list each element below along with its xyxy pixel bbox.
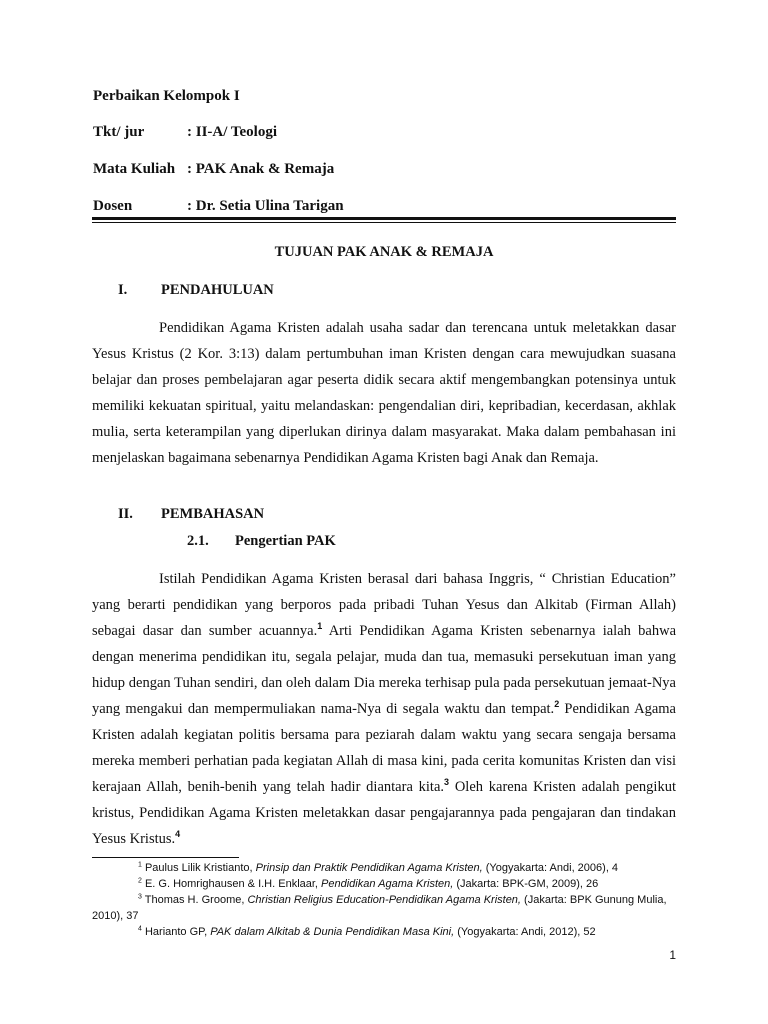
- page-number: 1: [669, 948, 676, 962]
- footnote-number: 1: [138, 861, 142, 869]
- header-value: : PAK Anak & Remaja: [187, 161, 335, 177]
- subsection-title: Pengertian PAK: [235, 533, 336, 549]
- footnote-work: Pendidikan Agama Kristen,: [321, 878, 457, 890]
- footnote-separator: [92, 857, 239, 858]
- subsection-heading: [187, 533, 336, 550]
- section-number: II.: [118, 506, 133, 522]
- text-run: Arti Pendidikan Agama Kristen sebenarnya ialah bahwa dengan menerima pendidikan itu, segala pelajar, muda dan tua, memasuki persekutuan iman yang hidup dengan Tuhan sendiri, dan oleh dalam Dia mereka terhisap pula pada persekutuan jemaat-Nya yang mengakui dan mempermuliakan nama-Nya di segala waktu dan tempat.: [92, 623, 677, 717]
- footnote-work: Christian Religius Education-Pendidikan Agama Kristen,: [247, 894, 525, 906]
- section-heading-intro: [118, 282, 274, 299]
- subsection-number: 2.1.: [187, 533, 209, 549]
- footnote-number: 2: [138, 877, 142, 885]
- footnote-publisher: (Jakarta: BPK-GM, 2009), 26: [456, 878, 599, 890]
- header-value: : II-A/ Teologi: [187, 124, 278, 140]
- footnote-publisher: (Yogyakarta: Andi, 2006), 4: [485, 862, 619, 874]
- footnote-ref[interactable]: 1: [317, 621, 323, 632]
- header-label: Tkt/ jur: [93, 124, 145, 140]
- footnote: [92, 860, 676, 876]
- footnote-author: Harianto GP,: [144, 926, 211, 938]
- footnote-publisher: (Yogyakarta: Andi, 2012), 52: [457, 926, 596, 938]
- footnote: [92, 892, 676, 924]
- header-rule-thick: [92, 217, 676, 220]
- intro-paragraph: Pendidikan Agama Kristen adalah usaha sadar dan terencana untuk meletakkan dasar Yesus Kristus (2 Kor. 3:13) dalam pertumbuhan iman Kristen dengan cara mewujudkan suasana belajar dan proses pembelajaran agar peserta didik secara aktif mengembangkan potensinya untuk memiliki kekuatan spiritual, yaitu melandaskan: pengendalian diri, kepribadian, kecerdasan, akhlak mulia, serta keterampilan yang diperlukan dirinya dalam masyarakat. Maka dalam pembahasan ini menjelaskan bagaimana sebenarnya Pendidikan Agama Kristen bagi Anak dan Remaja.: [92, 320, 676, 466]
- header-value: : Dr. Setia Ulina Tarigan: [187, 198, 344, 214]
- footnote-author: E. G. Homrighausen & I.H. Enklaar,: [144, 878, 322, 890]
- section-heading-discussion: [118, 506, 264, 523]
- header-label: Dosen: [93, 198, 133, 214]
- header-rule-thin: [92, 222, 676, 223]
- footnote-author: Thomas H. Groome,: [144, 894, 248, 906]
- group-label: Perbaikan Kelompok I: [93, 88, 240, 104]
- footnote: [92, 876, 676, 892]
- footnote-ref[interactable]: 3: [444, 777, 450, 788]
- section-title: PEMBAHASAN: [161, 506, 265, 522]
- header-row-lecturer: [93, 198, 344, 215]
- header-label: Mata Kuliah: [93, 161, 176, 177]
- footnote: [92, 924, 676, 940]
- footnote-author: Paulus Lilik Kristianto,: [144, 862, 256, 874]
- text-run: Oleh karena Kristen adalah pengikut kristus, Pendidikan Agama Kristen meletakkan dasar pengajarannya pada pengajaran dan tindakan Yesus Kristus.: [92, 779, 676, 847]
- footnote-publisher: (Jakarta: BPK Gunung Mulia, 2010), 37: [92, 894, 667, 922]
- footnote-ref[interactable]: 2: [554, 699, 560, 710]
- text-run: Istilah Pendidikan Agama Kristen berasal dari bahasa Inggris, “ Christian Education” yang berarti pendidikan yang berporos pada pribadi Tuhan Yesus dan Alkitab (Firman Allah) sebagai dasar dan sumber acuannya.: [92, 571, 676, 639]
- footnote-ref[interactable]: 4: [175, 829, 181, 840]
- footnote-work: PAK dalam Alkitab & Dunia Pendidikan Masa Kini,: [210, 926, 458, 938]
- document-title: TUJUAN PAK ANAK & REMAJA: [274, 244, 494, 260]
- section-number: I.: [118, 282, 128, 298]
- text-run: Pendidikan Agama Kristen adalah kegiatan politis bersama para peziarah dalam waktu yang secara sengaja bersama mereka memberi perhatian pada kegiatan Allah di masa kini, pada cerita komunitas Kristen dan visi kerajaan Allah, benih-benih yang telah hadir diantara kita.: [92, 701, 676, 795]
- header-row-course: [93, 161, 334, 178]
- footnote-number: 4: [138, 925, 142, 933]
- header-row-level: [93, 124, 277, 141]
- footnote-work: Prinsip dan Praktik Pendidikan Agama Kristen,: [255, 862, 486, 874]
- definition-paragraph: [92, 566, 676, 852]
- section-title: PENDAHULUAN: [161, 282, 274, 298]
- footnote-number: 3: [138, 893, 142, 901]
